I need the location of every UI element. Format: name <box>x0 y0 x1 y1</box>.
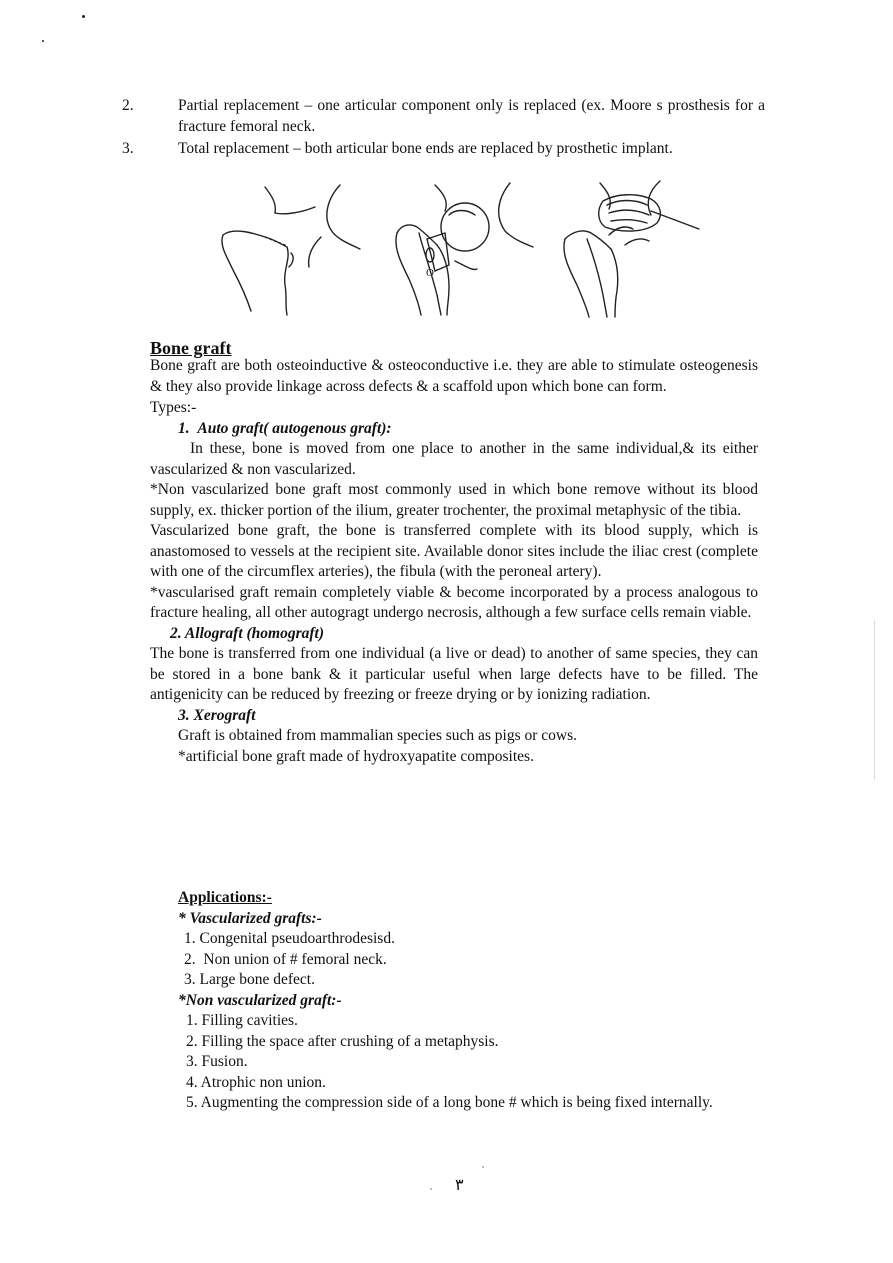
xenograft-line: Graft is obtained from mammalian species such as pigs or cows. <box>178 727 578 744</box>
hip-prosthesis-figure <box>205 175 705 320</box>
page-number: ٣ <box>455 1177 464 1194</box>
intro-list <box>122 96 765 160</box>
xenograft-line: *artificial bone graft made of hydroxyapatite composites. <box>178 747 534 765</box>
vascularized-title: * Vascularized grafts:- <box>178 909 322 927</box>
applications-section <box>178 888 768 1114</box>
xenograft-title: 3. Xerograft <box>178 706 256 724</box>
bone-graft-intro: Bone graft are both osteoinductive & osteoconductive i.e. they are able to stimulate osteogenesis & they also provide linkage across defects & a scaffold upon which bone can form. <box>150 357 758 395</box>
scan-speck <box>42 40 44 42</box>
list-item: 1. Congenital pseudoarthrodesisd. <box>184 930 395 947</box>
auto-graft-title: 1. Auto graft( autogenous graft): <box>178 419 392 437</box>
partial-replacement-drawing <box>396 183 533 315</box>
list-item: 3. Fusion. <box>186 1053 248 1070</box>
list-item: 3. Large bone defect. <box>184 971 315 988</box>
scan-speck <box>430 1188 432 1190</box>
list-item: 2. Non union of # femoral neck. <box>184 950 387 968</box>
scan-speck <box>82 15 85 18</box>
bone-graft-body <box>150 356 758 767</box>
femoral-window-label: O <box>426 267 434 279</box>
list-item: 5. Augmenting the compression side of a long bone # which is being fixed internally. <box>186 1094 713 1111</box>
list-item: 4. Atrophic non union. <box>186 1073 326 1091</box>
section-heading: Bone graft <box>150 338 232 358</box>
scan-speck <box>482 1166 484 1168</box>
list-item: 2. Filling the space after crushing of a metaphysis. <box>186 1032 499 1050</box>
auto-graft-paragraph: In these, bone is moved from one place to another in the same individual,& its either vascularized & non vascularized. <box>150 440 758 478</box>
auto-graft-paragraph: *Non vascularized bone graft most commonly used in which bone remove without its blood supply, ex. thicker portion of the ilium, greater trochenter, the proximal metaphysic of the tibia. <box>150 481 758 519</box>
hip-fracture-drawing <box>222 185 360 315</box>
auto-graft-paragraph: Vascularized bone graft, the bone is transferred complete with its blood supply, which is anastomosed to vessels at the recipient site. Available donor sites include the iliac crest (complete with one of the circumflex arteries), the fibula (with the peroneal artery). <box>150 522 758 580</box>
auto-graft-paragraph: *vascularised graft remain completely viable & become incorporated by a process analogous to fracture healing, all other autogragt undergo necrosis, although a few surface cells remain viable. <box>150 583 758 621</box>
list-item: 2. Partial replacement – one articular component only is replaced (ex. Moore s prosthesis for a fracture femoral neck. <box>122 97 765 135</box>
allograft-paragraph: The bone is transferred from one individual (a live or dead) to another of same species, they can be stored in a bone bank & it particular useful when large defects have to be filled. The antigenicity can be reduced by freezing or freeze drying or by ionizing radiation. <box>150 645 758 703</box>
allograft-title: 2. Allograft (homograft) <box>170 624 325 642</box>
list-item: 3. Total replacement – both articular bone ends are replaced by prosthetic implant. <box>122 140 673 157</box>
types-label: Types:- <box>150 399 197 416</box>
list-item: 1. Filling cavities. <box>186 1012 298 1029</box>
applications-heading: Applications:- <box>178 889 272 906</box>
non-vascularized-title: *Non vascularized graft:- <box>178 991 342 1009</box>
total-replacement-drawing <box>564 181 699 317</box>
margin-mark <box>874 620 875 780</box>
